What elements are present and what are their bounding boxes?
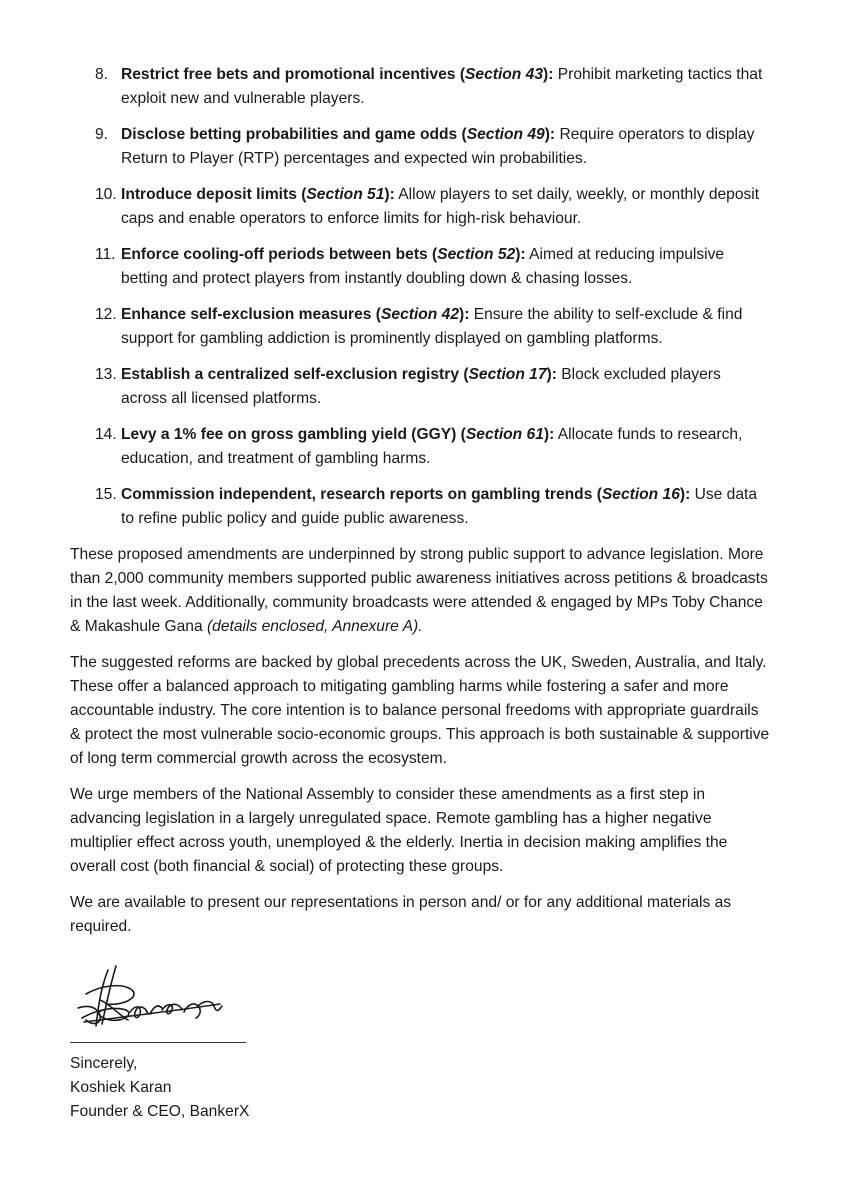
list-item-number: 9. — [95, 126, 109, 143]
list-item-text: Allocate funds to research, education, and treatment of gambling harms. — [121, 426, 743, 467]
list-item-text: Require operators to display Return to Player (RTP) percentages and expected win probabilities. — [121, 126, 755, 167]
list-item-text: Block excluded players across all licensed platforms. — [121, 366, 721, 407]
list-item-text: Aimed at reducing impulsive betting and protect players from instantly doubling down & chasing losses. — [121, 246, 725, 287]
list-item-text: Allow players to set daily, weekly, or monthly deposit caps and enable operators to enforce limits for high-risk behaviour. — [121, 186, 760, 227]
signature-line — [70, 1042, 246, 1043]
paragraph-urge-assembly: We urge members of the National Assembly to consider these amendments as a first step in advancing legislation in a largely unregulated space. Remote gambling has a higher negative multiplier effect across youth, unemployed & the elderly. Inertia in decision making amplifies the overall cost (both financial & social) of protecting these groups. — [70, 786, 728, 875]
annexure-reference: (details enclosed, Annexure A). — [206, 618, 423, 635]
list-item — [70, 243, 770, 291]
list-item-title: Commission independent, research reports on gambling trends (Section 16): — [121, 486, 691, 503]
list-item-number: 15. — [95, 486, 117, 503]
list-item — [70, 423, 770, 471]
list-item — [70, 63, 770, 111]
list-item-title: Disclose betting probabilities and game odds (Section 49): — [121, 126, 556, 143]
list-item-title: Enforce cooling-off periods between bets (Section 52): — [121, 246, 526, 263]
list-item-text: Use data to refine public policy and guide public awareness. — [121, 486, 758, 527]
list-item-number: 13. — [95, 366, 117, 383]
list-item-number: 11. — [95, 246, 116, 263]
closing-block — [70, 1052, 470, 1124]
list-item — [70, 183, 770, 231]
list-item-text: Ensure the ability to self-exclude & find support for gambling addiction is prominently displayed on gambling platforms. — [121, 306, 743, 347]
list-item-title: Levy a 1% fee on gross gambling yield (GGY) (Section 61): — [121, 426, 555, 443]
list-item-title: Enhance self-exclusion measures (Section 42): — [121, 306, 470, 323]
handwritten-signature — [70, 960, 270, 1044]
paragraph-public-support: These proposed amendments are underpinned by strong public support to advance legislation. More than 2,000 community members supported public awareness initiatives across petitions & broadcasts in the last week. Additionally, community broadcasts were attended & engaged by MPs Toby Chance & Makashule Gana (details enclosed, Annexure A). — [70, 546, 768, 635]
signatory-role: Founder & CEO, BankerX — [70, 1103, 250, 1120]
amendments-list — [70, 63, 770, 543]
list-item-number: 14. — [95, 426, 117, 443]
list-item-number: 10. — [95, 186, 117, 203]
list-item-title: Introduce deposit limits (Section 51): — [121, 186, 395, 203]
list-item — [70, 363, 770, 411]
list-item — [70, 303, 770, 351]
list-item — [70, 123, 770, 171]
list-item-number: 8. — [95, 66, 109, 83]
list-item-number: 12. — [95, 306, 117, 323]
salutation: Sincerely, — [70, 1055, 138, 1072]
list-item-text: Prohibit marketing tactics that exploit new and vulnerable players. — [121, 66, 763, 107]
list-item-title: Establish a centralized self-exclusion registry (Section 17): — [121, 366, 557, 383]
list-item — [70, 483, 770, 531]
list-item-title: Restrict free bets and promotional incentives (Section 43): — [121, 66, 554, 83]
paragraph-availability: We are available to present our representations in person and/ or for any additional materials as required. — [70, 894, 732, 935]
paragraph-global-precedents: The suggested reforms are backed by global precedents across the UK, Sweden, Australia, and Italy. These offer a balanced approach to mitigating gambling harms while fostering a safer and more accountable industry. The core intention is to balance personal freedoms with appropriate guardrails & protect the most vulnerable socio-economic groups. This approach is both sustainable & supportive of long term commercial growth across the ecosystem. — [70, 654, 770, 767]
letter-body — [70, 543, 770, 951]
signatory-name: Koshiek Karan — [70, 1079, 172, 1096]
